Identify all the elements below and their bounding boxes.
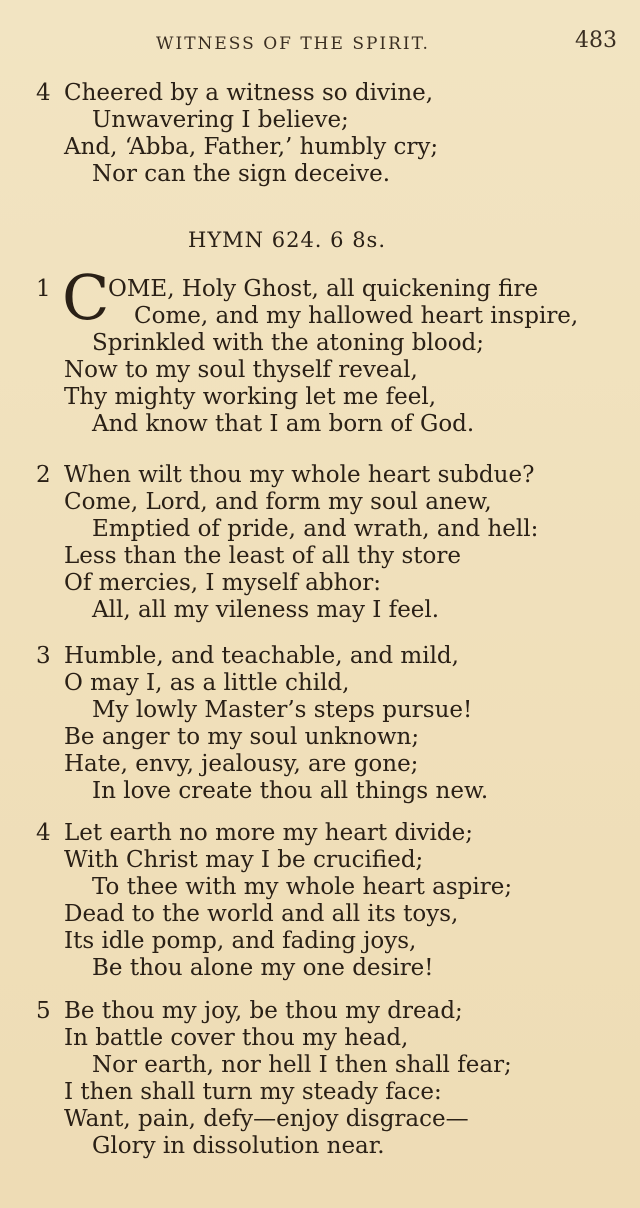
verse-line: Be thou alone my one desire! [92, 955, 434, 981]
verse-line: And know that I am born of God. [92, 411, 475, 437]
verse-line: Hate, envy, jealousy, are gone; [64, 751, 419, 777]
verse-number: 5 [36, 998, 51, 1024]
drop-cap: C [62, 261, 110, 334]
verse-line: To thee with my whole heart aspire; [92, 874, 513, 900]
verse-line: Sprinkled with the atoning blood; [92, 330, 485, 356]
verse-line: Be thou my joy, be thou my dread; [64, 998, 463, 1024]
verse-line: Of mercies, I myself abhor: [64, 570, 382, 596]
hymn-title: HYMN 624. 6 8s. [188, 228, 387, 252]
verse-line: Nor earth, nor hell I then shall fear; [92, 1052, 512, 1078]
verse-line: All, all my vileness may I feel. [92, 597, 440, 623]
verse-line: Let earth no more my heart divide; [64, 820, 473, 846]
verse-line: Less than the least of all thy store [64, 543, 461, 569]
verse-line: Cheered by a witness so divine, [64, 80, 434, 106]
verse-line: I then shall turn my steady face: [64, 1079, 442, 1105]
verse-line: Nor can the sign deceive. [92, 161, 391, 187]
verse-line: When wilt thou my whole heart subdue? [64, 462, 535, 488]
verse-line: OME, Holy Ghost, all quickening fire [108, 276, 539, 302]
verse-line: Glory in dissolution near. [92, 1133, 385, 1159]
verse-number: 1 [36, 276, 51, 302]
verse-line: Dead to the world and all its toys, [64, 901, 459, 927]
verse-line: Thy mighty working let me feel, [64, 384, 437, 410]
verse-line: In love create thou all things new. [92, 778, 489, 804]
verse-number: 3 [36, 643, 51, 669]
verse-line: With Christ may I be crucified; [64, 847, 424, 873]
verse-line: Its idle pomp, and fading joys, [64, 928, 417, 954]
running-head: WITNESS OF THE SPIRIT. [156, 34, 430, 54]
verse-line: Emptied of pride, and wrath, and hell: [92, 516, 539, 542]
verse-line: My lowly Master’s steps pursue! [92, 697, 473, 723]
verse-line: Be anger to my soul unknown; [64, 724, 420, 750]
page-number: 483 [575, 28, 617, 53]
verse-number: 4 [36, 80, 51, 106]
verse-number: 4 [36, 820, 51, 846]
verse-line: Want, pain, defy—enjoy disgrace— [64, 1106, 469, 1132]
verse-line: Humble, and teachable, and mild, [64, 643, 459, 669]
verse-line: O may I, as a little child, [64, 670, 350, 696]
verse-line: Come, and my hallowed heart inspire, [134, 303, 579, 329]
verse-line: Unwavering I believe; [92, 107, 349, 133]
verse-line: In battle cover thou my head, [64, 1025, 409, 1051]
verse-line: Come, Lord, and form my soul anew, [64, 489, 492, 515]
verse-line: And, ‘Abba, Father,’ humbly cry; [64, 134, 439, 160]
verse-line: Now to my soul thyself reveal, [64, 357, 418, 383]
verse-number: 2 [36, 462, 51, 488]
